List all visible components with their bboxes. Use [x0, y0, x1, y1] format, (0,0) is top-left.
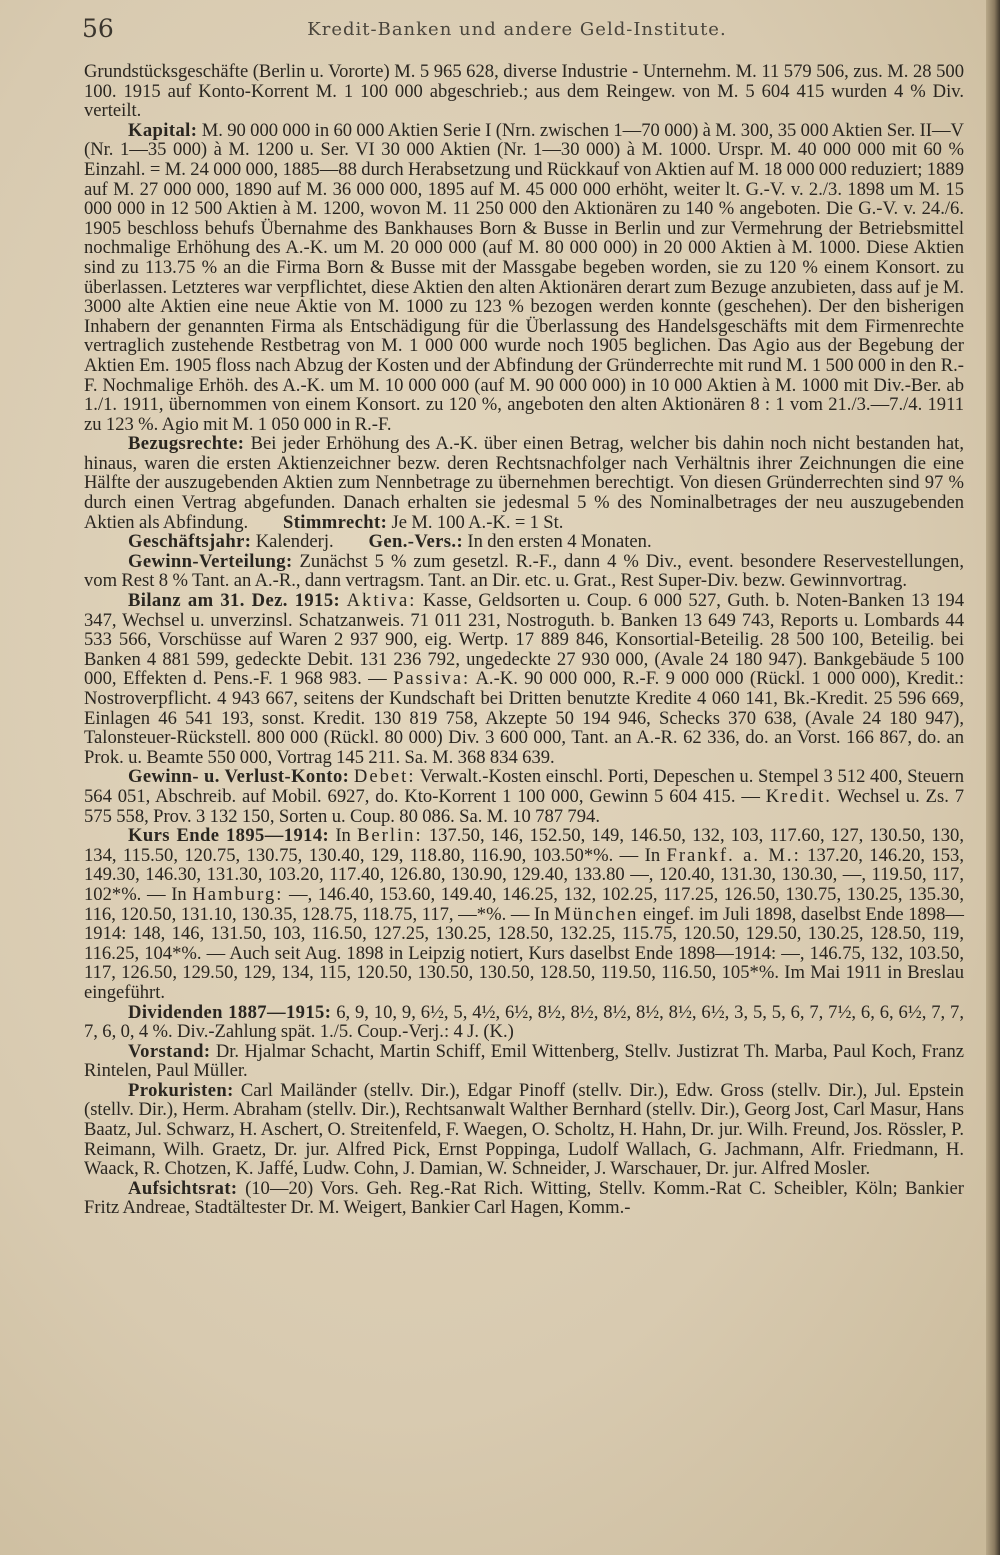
kapital-label: Kapital:: [128, 119, 198, 141]
genvers-label: Gen.-Vers.:: [368, 531, 464, 553]
kredit-label: Kredit.: [765, 785, 832, 807]
passiva-text: A.-K. 90 000 000, R.-F. 9 000 000 (Rückl. 1 000 000), Kredit.: Nostroverpflicht. 4 943 667, seitens der Kundschaft bei Dritten benutzte Kredite 4 060 141, Bk.-Kredit. 25 596 669, Einlagen 46 541 193, sonst. Kredit. 130 819 758, Akzepte 50 194 946, Schecks 370 638, (Avale 24 180 947), Talonsteuer-Rückstell. 800 000 (Rückl. 80 000) Div. 3 600 000, Tant. an A.-R. 62 336, do. an Vorst. 166 867, do. an Prok. u. Beamte 550 000, Vortrag 145 211. Sa. M. 368 834 639.: [84, 668, 964, 768]
kurs-hamburg: Hamburg:: [192, 883, 284, 905]
passiva-label: Passiva:: [393, 668, 471, 690]
page-edge-shadow: [986, 0, 1000, 1555]
intro-text: Grundstücksgeschäfte (Berlin u. Vororte) M. 5 965 628, diverse Industrie - Unternehm. M. 11 579 506, zus. M. 28 500 100. 1915 auf Konto-Korrent M. 1 100 000 abgeschrieb.; aus dem Reingew. von M. 5 604 415 wurden 4 % Div. verteilt.: [84, 61, 964, 122]
kurs-text-2: 137.50, 146, 152.50, 149, 146.50, 132, 103, 117.60, 127, 130.50, 130, 134, 115.50, 120.75, 130.75, 130.40, 129, 118.80, 116.90, 103.50*%. — In: [84, 825, 964, 866]
aktiva-text: Kasse, Geldsorten u. Coup. 6 000 527, Guth. b. Noten-Banken 13 194 347, Wechsel u. unverzinsl. Schatzanweis. 71 011 231, Nostroguth. b. Banken 13 649 743, Reports u. Lombards 44 533 566, Vorschüsse auf Waren 2 937 900, eig. Wertp. 17 889 846, Konsortial-Beteilig. 28 500 100, Beteilig. bei Banken 4 881 599, gedeckte Debit. 131 236 792, ungedeckte 27 930 000, (Avale 24 180 947). Bankgebäude 5 100 000, Effekten d. Pens.-F. 1 968 983. —: [84, 590, 965, 690]
geschaeftsjahr-label: Geschäftsjahr:: [128, 531, 252, 553]
kurs-muenchen: München: [554, 903, 639, 925]
gewinnverteilung-section: [84, 552, 964, 591]
gewinnverteilung-text: Zunächst 5 % zum gesetzl. R.-F., dann 4 % Div., event. besondere Reservestellungen, vom Rest 8 % Tant. an A.-R., dann vertragsm. Tant. an Dir. etc. u. Grat., Rest Super-Div. bezw. Gewinnvortrag.: [84, 550, 964, 592]
genvers-text: In den ersten 4 Monaten.: [467, 531, 652, 553]
aufsichtsrat-section: [84, 1179, 964, 1218]
running-title: Kredit-Banken und andere Geld-Institute.: [307, 19, 727, 40]
dividenden-text: 6, 9, 10, 9, 6½, 5, 4½, 6½, 8½, 8½, 8½, 8½, 8½, 6½, 3, 5, 5, 6, 7, 7½, 6, 6, 6½, 7, 7, 7, 6, 0, 4 %. Div.-Zahlung spät. 1./5. Coup.-Verj.: 4 J. (K.): [84, 1001, 964, 1043]
intro-paragraph: [84, 62, 964, 121]
kapital-text: M. 90 000 000 in 60 000 Aktien Serie I (Nrn. zwischen 1—70 000) à M. 300, 35 000 Aktien Ser. II—V (Nr. 1—35 000) à M. 1200 u. Ser. VI 30 000 Aktien (Nr. 1—30 000) à M. 1000. Urspr. M. 40 000 000 mit 60 % Einzahl. = M. 24 000 000, 1885—88 durch Herabsetzung und Rückkauf von Aktien auf M. 18 000 000 reduziert; 1889 auf M. 27 000 000, 1890 auf M. 36 000 000, 1895 auf M. 45 000 000 erhöht, weiter lt. G.-V. v. 2./3. 1898 um M. 15 000 000 in 12 500 Aktien à M. 1200, wovon M. 11 250 000 den Aktionären zu 140 % angeboten. Die G.-V. v. 24./6. 1905 beschloss behufs Übernahme des Bankhauses Born & Busse in Berlin und zur Vermehrung der Betriebsmittel nochmalige Erhöhung des A.-K. um M. 20 000 000 (auf M. 80 000 000) in 20 000 Aktien à M. 1000. Diese Aktien sind zu 113.75 % an die Firma Born & Busse mit der Massgabe begeben worden, sie zu 120 % einem Konsort. zu überlassen. Letzteres war verpflichtet, diese Aktien den alten Aktionären derart zum Bezuge anzubieten, dass auf je M. 3000 alte Aktien eine neue Aktie von M. 1000 zu 123 % bezogen werden konnte (geschehen). Der den bisherigen Inhabern der genannten Firma als Entschädigung für die Überlassung des Handelsgeschäfts mit dem Firmenrechte vertraglich zustehende Restbetrag von M. 1 000 000 wurde noch 1905 beglichen. Das Agio aus der Begebung der Aktien Em. 1905 floss nach Abzug der Kosten und der Abfindung der Gründerrechte mit rund M. 1 500 000 in den R.-F. Nochmalige Erhöh. des A.-K. um M. 10 000 000 (auf M. 90 000 000) in 10 000 Aktien à M. 1000 mit Div.-Ber. ab 1./1. 1911, übernommen von einem Konsort. zu 120 %, angeboten den alten Aktionären 8 : 1 vom 21./3.—7./4. 1911 zu 123 %. Agio mit M. 1 050 000 in R.-F.: [84, 119, 964, 435]
aufsichtsrat-text: (10—20) Vors. Geh. Reg.-Rat Rich. Witting, Stellv. Komm.-Rat C. Scheibler, Köln; Bankier Fritz Andreae, Stadtältester Dr. M. Weigert, Bankier Carl Hagen, Komm.-: [84, 1177, 964, 1219]
prokuristen-label: Prokuristen:: [128, 1079, 234, 1101]
bezugsrechte-text: Bei jeder Erhöhung des A.-K. über einen Betrag, welcher bis dahin noch nicht bestanden hat, hinaus, waren die ersten Aktienzeichner bezw. deren Rechtsnachfolger nach Verhältnis ihrer Zeichnungen die eine Hälfte der auszugebenden Aktien zum Nennbetrage zu übernehmen berechtigt. Von diesen Gründerrechten sind 97 % durch einen Vertrag abgefunden. Danach erhalten sie jedesmal 5 % des Nominalbetrages der neu auszugebenden Aktien als Abfindung.: [84, 433, 964, 533]
stimmrecht-text: Je M. 100 A.-K. = 1 St.: [391, 511, 564, 533]
bilanz-section: [84, 591, 964, 767]
bezugsrechte-section: [84, 434, 964, 532]
geschaeftsjahr-text: Kalenderj.: [255, 531, 334, 553]
kurs-text-5: eingef. im Juli 1898, daselbst Ende 1898—1914: 148, 146, 131.50, 103, 116.50, 127.25, 130.25, 128.50, 132.25, 115.75, 120.50, 129.50, 130.25, 128.50, 119, 116.25, 104*%. — Auch seit Aug. 1898 in Leipzig notiert, Kurs daselbst Ende 1898—1914: —, 146.75, 132, 103.50, 117, 126.50, 129.50, 129, 134, 115, 120.50, 130.50, 130.50, 128.50, 119.50, 116.50, 105*%. Im Mai 1911 in Breslau eingeführt.: [84, 903, 965, 1003]
dividenden-label: Dividenden 1887—1915:: [128, 1001, 332, 1023]
kurs-label: Kurs Ende 1895—1914:: [128, 825, 330, 847]
document-body: [84, 62, 964, 1218]
page-number: 56: [82, 14, 114, 43]
page-header: [82, 14, 952, 48]
kapital-section: [84, 121, 964, 435]
prokuristen-section: [84, 1081, 964, 1179]
vorstand-label: Vorstand:: [128, 1040, 211, 1062]
kurs-text-1: In: [335, 825, 351, 847]
kredit-text: Wechsel u. Zs. 7 575 558, Prov. 3 132 150, Sorten u. Coup. 80 086. Sa. M. 10 787 794.: [84, 785, 964, 827]
gewinn-verlust-label: Gewinn- u. Verlust-Konto:: [128, 766, 350, 788]
kurs-section: [84, 826, 964, 1002]
aktiva-label: Aktiva:: [346, 590, 417, 612]
aufsichtsrat-label: Aufsichtsrat:: [128, 1177, 238, 1199]
gewinnverteilung-label: Gewinn-Verteilung:: [128, 550, 293, 572]
gewinn-verlust-section: [84, 767, 964, 826]
geschaeftsjahr-section: [84, 532, 964, 552]
debet-text: Verwalt.-Kosten einschl. Porti, Depeschen u. Stempel 3 512 400, Steuern 564 051, Abschreib. auf Mobil. 6927, do. Kto-Korrent 1 100 000, Gewinn 5 604 415. —: [84, 766, 965, 807]
kurs-frankfurt: Frankf. a. M.:: [666, 844, 801, 866]
vorstand-section: [84, 1042, 964, 1081]
dividenden-section: [84, 1003, 964, 1042]
kurs-text-3: 137.20, 146.20, 153, 149.30, 146.30, 131.30, 103.20, 117.40, 126.80, 130.90, 129.40, 133.80 —, 120.40, 131.30, 130.30, —, 119.50, 117, 102*%. — In: [84, 844, 964, 905]
prokuristen-text: Carl Mailänder (stellv. Dir.), Edgar Pinoff (stellv. Dir.), Edw. Gross (stellv. Dir.), Jul. Epstein (stellv. Dir.), Herm. Abraham (stellv. Dir.), Rechtsanwalt Walther Bernhard (stellv. Dir.), Georg Jost, Carl Masur, Hans Baatz, Jul. Schwarz, H. Aschert, O. Streitenfeld, F. Waegen, O. Scholtz, H. Hahn, Dr. jur. Wilh. Freund, Jos. Rössler, P. Reimann, Wilh. Graetz, Dr. jur. Alfred Pick, Ernst Poppinga, Ludolf Wallach, G. Jachmann, Alfr. Friedmann, H. Waack, R. Chotzen, K. Jaffé, Ludw. Cohn, J. Damian, W. Schneider, J. Warschauer, Dr. jur. Alfred Mosler.: [84, 1079, 964, 1180]
vorstand-text: Dr. Hjalmar Schacht, Martin Schiff, Emil Wittenberg, Stellv. Justizrat Th. Marba, Paul Koch, Franz Rintelen, Paul Müller.: [84, 1040, 964, 1082]
bilanz-label: Bilanz am 31. Dez. 1915:: [128, 590, 341, 612]
kurs-berlin: Berlin:: [356, 825, 423, 847]
stimmrecht-label: Stimmrecht:: [282, 511, 388, 533]
debet-label: Debet:: [353, 766, 416, 788]
kurs-text-4: —, 146.40, 153.60, 149.40, 146.25, 132, 102.25, 117.25, 126.50, 130.75, 130.25, 135.30, 116, 120.50, 131.10, 130.35, 128.75, 118.75, 117, —*%. — In: [84, 883, 964, 925]
bezugsrechte-label: Bezugsrechte:: [128, 433, 245, 455]
